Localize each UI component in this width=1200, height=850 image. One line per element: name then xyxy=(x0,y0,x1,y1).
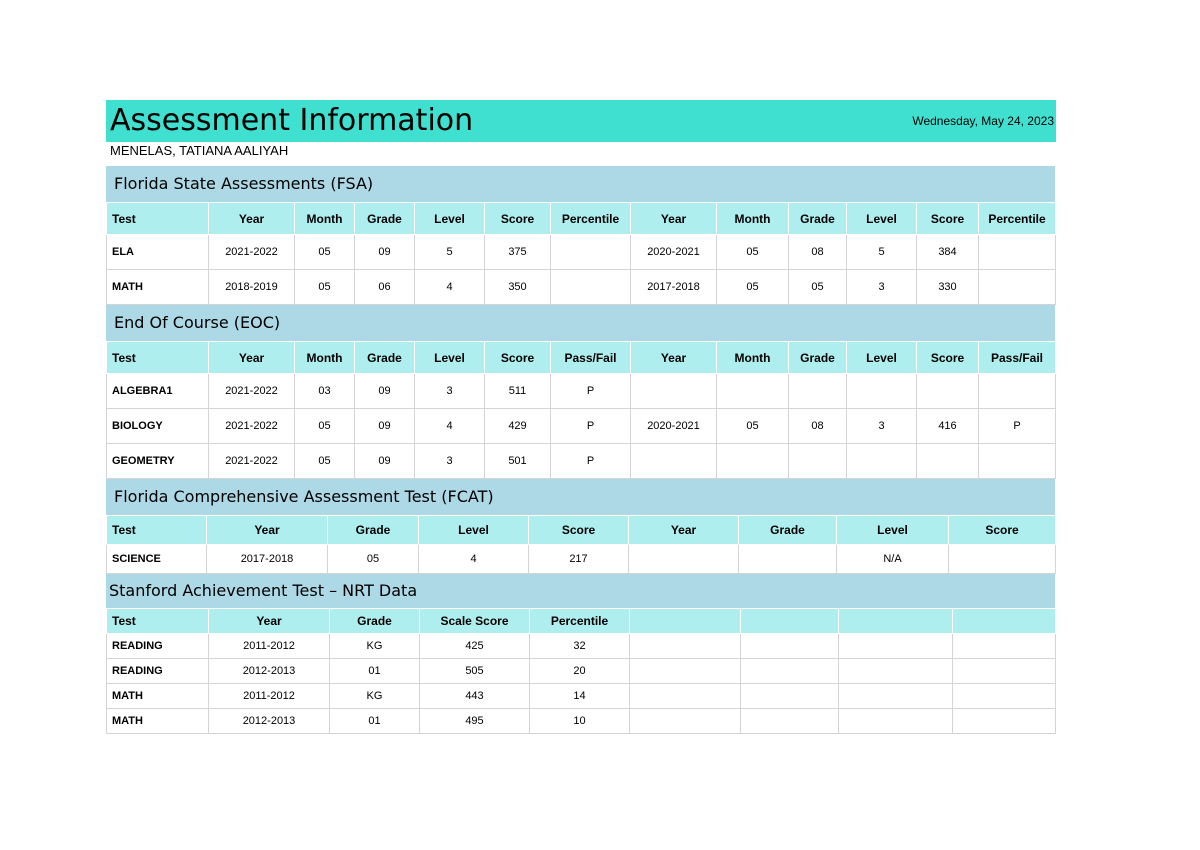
sat-value-cell xyxy=(839,634,953,659)
fcat-value-cell xyxy=(739,545,837,574)
fcat-col-header: Grade xyxy=(739,516,837,545)
eoc-value-cell: 2021-2022 xyxy=(209,374,295,409)
table-row xyxy=(107,374,1056,409)
fsa-col-header: Grade xyxy=(789,203,847,235)
fcat-value-cell: 4 xyxy=(419,545,529,574)
sat-test-name-cell: MATH xyxy=(107,684,209,709)
fcat-col-header: Test xyxy=(107,516,207,545)
table-row xyxy=(107,235,1056,270)
fsa-value-cell: 350 xyxy=(485,270,551,305)
eoc-value-cell: 2021-2022 xyxy=(209,444,295,479)
report-title: Assessment Information xyxy=(110,103,474,138)
sat-value-cell xyxy=(741,684,839,709)
sat-value-cell xyxy=(953,634,1056,659)
eoc-col-header: Score xyxy=(485,342,551,374)
fsa-table-body xyxy=(107,235,1056,305)
sat-test-name-cell: READING xyxy=(107,659,209,684)
fsa-col-header: Percentile xyxy=(979,203,1056,235)
fsa-value-cell: 08 xyxy=(789,235,847,270)
fsa-value-cell: 05 xyxy=(717,270,789,305)
eoc-col-header: Test xyxy=(107,342,209,374)
report-date: Wednesday, May 24, 2023 xyxy=(912,114,1054,128)
table-row xyxy=(107,444,1056,479)
fsa-value-cell: 05 xyxy=(717,235,789,270)
eoc-col-header: Level xyxy=(847,342,917,374)
eoc-value-cell: 3 xyxy=(847,409,917,444)
eoc-test-name-cell: BIOLOGY xyxy=(107,409,209,444)
sat-col-header xyxy=(741,609,839,634)
fsa-value-cell: 4 xyxy=(415,270,485,305)
sat-col-header: Grade xyxy=(330,609,420,634)
sat-value-cell xyxy=(741,634,839,659)
eoc-value-cell: 501 xyxy=(485,444,551,479)
fcat-header-row xyxy=(107,516,1056,545)
sat-value-cell xyxy=(630,709,741,734)
eoc-value-cell xyxy=(917,374,979,409)
fsa-col-header: Grade xyxy=(355,203,415,235)
fcat-col-header: Level xyxy=(837,516,949,545)
eoc-value-cell: 4 xyxy=(415,409,485,444)
assessment-report xyxy=(106,100,1056,734)
eoc-col-header: Grade xyxy=(789,342,847,374)
eoc-col-header: Month xyxy=(295,342,355,374)
fcat-col-header: Score xyxy=(949,516,1056,545)
fcat-value-cell: 2017-2018 xyxy=(207,545,328,574)
sat-header-row xyxy=(107,609,1056,634)
eoc-value-cell xyxy=(631,444,717,479)
eoc-value-cell: 09 xyxy=(355,444,415,479)
eoc-value-cell: 09 xyxy=(355,409,415,444)
eoc-col-header: Level xyxy=(415,342,485,374)
eoc-value-cell: P xyxy=(551,374,631,409)
fsa-col-header: Month xyxy=(295,203,355,235)
eoc-test-name-cell: GEOMETRY xyxy=(107,444,209,479)
sat-value-cell: 14 xyxy=(530,684,630,709)
sat-value-cell: 32 xyxy=(530,634,630,659)
sat-value-cell: 20 xyxy=(530,659,630,684)
sat-value-cell xyxy=(953,709,1056,734)
eoc-col-header: Pass/Fail xyxy=(979,342,1056,374)
sat-col-header xyxy=(953,609,1056,634)
sat-value-cell: 2011-2012 xyxy=(209,634,330,659)
fsa-value-cell xyxy=(551,235,631,270)
fsa-value-cell: 05 xyxy=(295,270,355,305)
sat-value-cell xyxy=(741,659,839,684)
eoc-col-header: Pass/Fail xyxy=(551,342,631,374)
eoc-value-cell: 2021-2022 xyxy=(209,409,295,444)
fsa-header-row xyxy=(107,203,1056,235)
eoc-value-cell xyxy=(847,374,917,409)
sat-value-cell xyxy=(630,634,741,659)
table-row xyxy=(107,270,1056,305)
eoc-col-header: Grade xyxy=(355,342,415,374)
eoc-value-cell: 429 xyxy=(485,409,551,444)
eoc-test-name-cell: ALGEBRA1 xyxy=(107,374,209,409)
sat-col-header: Percentile xyxy=(530,609,630,634)
fsa-col-header: Score xyxy=(485,203,551,235)
fsa-table xyxy=(106,202,1056,305)
fsa-col-header: Score xyxy=(917,203,979,235)
eoc-value-cell xyxy=(847,444,917,479)
eoc-value-cell: P xyxy=(551,409,631,444)
sat-value-cell: 2012-2013 xyxy=(209,659,330,684)
eoc-section-title: End Of Course (EOC) xyxy=(106,305,1055,341)
fsa-test-name-cell: MATH xyxy=(107,270,209,305)
eoc-table-body xyxy=(107,374,1056,479)
fsa-col-header: Year xyxy=(631,203,717,235)
sat-col-header: Year xyxy=(209,609,330,634)
fcat-value-cell: N/A xyxy=(837,545,949,574)
eoc-table xyxy=(106,341,1056,479)
fcat-test-name-cell: SCIENCE xyxy=(107,545,207,574)
eoc-value-cell: 3 xyxy=(415,374,485,409)
student-name: MENELAS, TATIANA AALIYAH xyxy=(110,143,289,158)
fsa-value-cell: 3 xyxy=(847,270,917,305)
sat-value-cell: 443 xyxy=(420,684,530,709)
eoc-value-cell xyxy=(717,444,789,479)
sat-value-cell xyxy=(839,709,953,734)
eoc-value-cell: 3 xyxy=(415,444,485,479)
sat-value-cell: 10 xyxy=(530,709,630,734)
eoc-value-cell: P xyxy=(551,444,631,479)
sat-col-header: Scale Score xyxy=(420,609,530,634)
fcat-table xyxy=(106,515,1056,574)
eoc-value-cell xyxy=(789,444,847,479)
fsa-value-cell: 2020-2021 xyxy=(631,235,717,270)
sat-value-cell: 495 xyxy=(420,709,530,734)
report-header xyxy=(106,100,1056,142)
eoc-value-cell: 09 xyxy=(355,374,415,409)
fsa-section-title: Florida State Assessments (FSA) xyxy=(106,166,1055,202)
fcat-section-title: Florida Comprehensive Assessment Test (FCAT) xyxy=(106,479,1055,515)
fsa-value-cell: 06 xyxy=(355,270,415,305)
fsa-col-header: Percentile xyxy=(551,203,631,235)
sat-value-cell: 01 xyxy=(330,659,420,684)
fsa-value-cell: 330 xyxy=(917,270,979,305)
eoc-value-cell: 08 xyxy=(789,409,847,444)
sat-test-name-cell: MATH xyxy=(107,709,209,734)
eoc-value-cell: 05 xyxy=(295,444,355,479)
sat-value-cell xyxy=(839,659,953,684)
eoc-header-row xyxy=(107,342,1056,374)
fsa-value-cell: 5 xyxy=(847,235,917,270)
fsa-value-cell xyxy=(551,270,631,305)
fsa-value-cell: 05 xyxy=(295,235,355,270)
sat-value-cell xyxy=(953,659,1056,684)
table-row xyxy=(107,709,1056,734)
fsa-col-header: Year xyxy=(209,203,295,235)
eoc-value-cell xyxy=(717,374,789,409)
sat-col-header: Test xyxy=(107,609,209,634)
fcat-col-header: Year xyxy=(629,516,739,545)
fsa-col-header: Test xyxy=(107,203,209,235)
fsa-value-cell: 384 xyxy=(917,235,979,270)
fcat-col-header: Year xyxy=(207,516,328,545)
sat-value-cell: 425 xyxy=(420,634,530,659)
sat-value-cell: KG xyxy=(330,634,420,659)
sat-section-title: Stanford Achievement Test – NRT Data xyxy=(106,574,1055,608)
table-row xyxy=(107,409,1056,444)
eoc-value-cell xyxy=(979,444,1056,479)
sat-value-cell: 01 xyxy=(330,709,420,734)
table-row xyxy=(107,659,1056,684)
eoc-value-cell: 05 xyxy=(295,409,355,444)
sat-value-cell: KG xyxy=(330,684,420,709)
fsa-value-cell: 05 xyxy=(789,270,847,305)
fsa-value-cell: 375 xyxy=(485,235,551,270)
fsa-test-name-cell: ELA xyxy=(107,235,209,270)
table-row xyxy=(107,545,1056,574)
eoc-value-cell: 2020-2021 xyxy=(631,409,717,444)
sat-value-cell xyxy=(630,684,741,709)
table-row xyxy=(107,634,1056,659)
eoc-value-cell: 05 xyxy=(717,409,789,444)
sat-value-cell xyxy=(953,684,1056,709)
sat-table-body xyxy=(107,634,1056,734)
fcat-col-header: Level xyxy=(419,516,529,545)
fsa-value-cell: 09 xyxy=(355,235,415,270)
sat-test-name-cell: READING xyxy=(107,634,209,659)
eoc-col-header: Year xyxy=(209,342,295,374)
fsa-value-cell: 2018-2019 xyxy=(209,270,295,305)
fsa-value-cell xyxy=(979,235,1056,270)
sat-value-cell: 505 xyxy=(420,659,530,684)
fsa-value-cell: 2021-2022 xyxy=(209,235,295,270)
eoc-col-header: Year xyxy=(631,342,717,374)
fcat-value-cell: 217 xyxy=(529,545,629,574)
eoc-value-cell xyxy=(789,374,847,409)
fsa-value-cell xyxy=(979,270,1056,305)
sat-col-header xyxy=(839,609,953,634)
fcat-value-cell xyxy=(949,545,1056,574)
fsa-col-header: Month xyxy=(717,203,789,235)
fsa-col-header: Level xyxy=(415,203,485,235)
fcat-col-header: Grade xyxy=(328,516,419,545)
sat-value-cell xyxy=(839,684,953,709)
eoc-value-cell xyxy=(979,374,1056,409)
sat-value-cell xyxy=(741,709,839,734)
eoc-col-header: Score xyxy=(917,342,979,374)
sat-value-cell xyxy=(630,659,741,684)
fcat-table-body xyxy=(107,545,1056,574)
fcat-col-header: Score xyxy=(529,516,629,545)
eoc-value-cell: 416 xyxy=(917,409,979,444)
fsa-value-cell: 5 xyxy=(415,235,485,270)
fcat-value-cell xyxy=(629,545,739,574)
eoc-value-cell xyxy=(631,374,717,409)
eoc-value-cell: P xyxy=(979,409,1056,444)
table-row xyxy=(107,684,1056,709)
fsa-value-cell: 2017-2018 xyxy=(631,270,717,305)
eoc-value-cell xyxy=(917,444,979,479)
sat-table xyxy=(106,608,1056,734)
eoc-value-cell: 511 xyxy=(485,374,551,409)
sat-value-cell: 2012-2013 xyxy=(209,709,330,734)
sat-col-header xyxy=(630,609,741,634)
eoc-value-cell: 03 xyxy=(295,374,355,409)
fcat-value-cell: 05 xyxy=(328,545,419,574)
sat-value-cell: 2011-2012 xyxy=(209,684,330,709)
fsa-col-header: Level xyxy=(847,203,917,235)
eoc-col-header: Month xyxy=(717,342,789,374)
